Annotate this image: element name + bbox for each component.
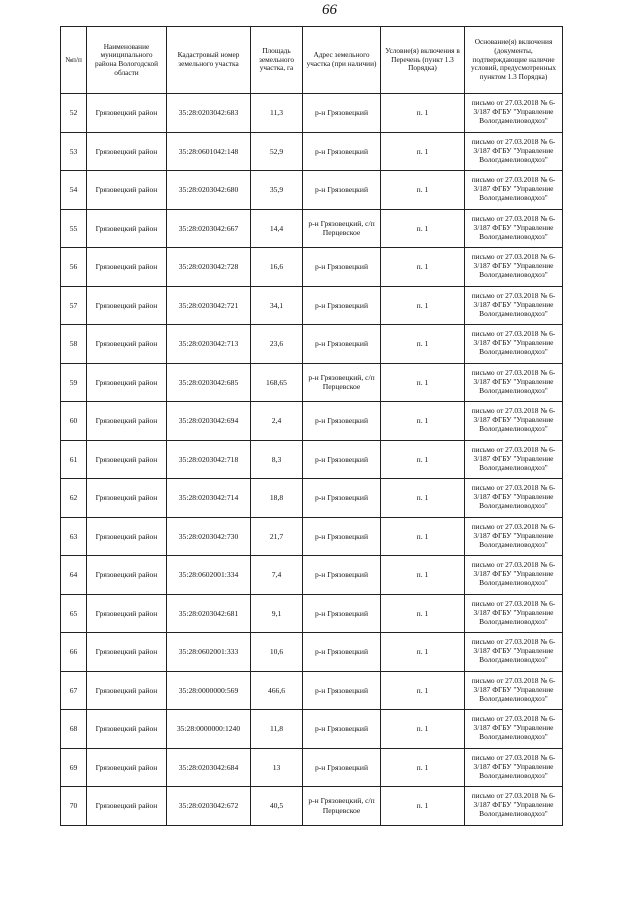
district-cell: Грязовецкий район bbox=[87, 94, 167, 133]
district-cell: Грязовецкий район bbox=[87, 556, 167, 595]
cadastral-number-cell: 35:28:0601042:148 bbox=[167, 132, 251, 171]
area-cell: 23,6 bbox=[251, 325, 303, 364]
district-cell: Грязовецкий район bbox=[87, 248, 167, 287]
cadastral-number-cell: 35:28:0203042:672 bbox=[167, 787, 251, 826]
cadastral-number-cell: 35:28:0203042:718 bbox=[167, 440, 251, 479]
table-row bbox=[61, 363, 563, 402]
area-cell: 52,9 bbox=[251, 132, 303, 171]
cadastral-number-cell: 35:28:0602001:334 bbox=[167, 556, 251, 595]
condition-cell: п. 1 bbox=[381, 440, 465, 479]
cadastral-number-cell: 35:28:0000000:1240 bbox=[167, 710, 251, 749]
district-cell: Грязовецкий район bbox=[87, 787, 167, 826]
row-number-cell: 69 bbox=[61, 748, 87, 787]
area-cell: 11,3 bbox=[251, 94, 303, 133]
cadastral-number-cell: 35:28:0203042:728 bbox=[167, 248, 251, 287]
address-cell: р-н Грязовецкий bbox=[303, 671, 381, 710]
row-number-cell: 56 bbox=[61, 248, 87, 287]
basis-cell: письмо от 27.03.2018 № 6-3/187 ФГБУ "Управление Вологдамелиоводхоз" bbox=[465, 517, 563, 556]
area-cell: 34,1 bbox=[251, 286, 303, 325]
table-row bbox=[61, 286, 563, 325]
condition-cell: п. 1 bbox=[381, 671, 465, 710]
basis-cell: письмо от 27.03.2018 № 6-3/187 ФГБУ "Управление Вологдамелиоводхоз" bbox=[465, 325, 563, 364]
condition-cell: п. 1 bbox=[381, 479, 465, 518]
row-number-cell: 61 bbox=[61, 440, 87, 479]
condition-cell: п. 1 bbox=[381, 787, 465, 826]
district-cell: Грязовецкий район bbox=[87, 325, 167, 364]
land-plot-register-table bbox=[60, 26, 563, 826]
basis-cell: письмо от 27.03.2018 № 6-3/187 ФГБУ "Управление Вологдамелиоводхоз" bbox=[465, 94, 563, 133]
table-row bbox=[61, 594, 563, 633]
area-cell: 40,5 bbox=[251, 787, 303, 826]
table-row bbox=[61, 710, 563, 749]
basis-cell: письмо от 27.03.2018 № 6-3/187 ФГБУ "Управление Вологдамелиоводхоз" bbox=[465, 633, 563, 672]
address-cell: р-н Грязовецкий bbox=[303, 248, 381, 287]
address-cell: р-н Грязовецкий bbox=[303, 594, 381, 633]
area-cell: 35,9 bbox=[251, 171, 303, 210]
district-cell: Грязовецкий район bbox=[87, 748, 167, 787]
address-cell: р-н Грязовецкий bbox=[303, 325, 381, 364]
condition-cell: п. 1 bbox=[381, 286, 465, 325]
address-cell: р-н Грязовецкий bbox=[303, 402, 381, 441]
basis-cell: письмо от 27.03.2018 № 6-3/187 ФГБУ "Управление Вологдамелиоводхоз" bbox=[465, 363, 563, 402]
address-cell: р-н Грязовецкий, с/п Перцевское bbox=[303, 787, 381, 826]
basis-cell: письмо от 27.03.2018 № 6-3/187 ФГБУ "Управление Вологдамелиоводхоз" bbox=[465, 479, 563, 518]
table-row bbox=[61, 132, 563, 171]
basis-cell: письмо от 27.03.2018 № 6-3/187 ФГБУ "Управление Вологдамелиоводхоз" bbox=[465, 710, 563, 749]
table-row bbox=[61, 787, 563, 826]
cadastral-number-cell: 35:28:0203042:683 bbox=[167, 94, 251, 133]
condition-cell: п. 1 bbox=[381, 594, 465, 633]
cadastral-number-cell: 35:28:0602001:333 bbox=[167, 633, 251, 672]
district-cell: Грязовецкий район bbox=[87, 594, 167, 633]
basis-cell: письмо от 27.03.2018 № 6-3/187 ФГБУ "Управление Вологдамелиоводхоз" bbox=[465, 556, 563, 595]
cadastral-number-cell: 35:28:0203042:694 bbox=[167, 402, 251, 441]
table-row bbox=[61, 517, 563, 556]
district-cell: Грязовецкий район bbox=[87, 209, 167, 248]
cadastral-number-cell: 35:28:0203042:667 bbox=[167, 209, 251, 248]
district-cell: Грязовецкий район bbox=[87, 171, 167, 210]
table-row bbox=[61, 440, 563, 479]
table-row bbox=[61, 748, 563, 787]
area-cell: 2,4 bbox=[251, 402, 303, 441]
condition-cell: п. 1 bbox=[381, 94, 465, 133]
row-number-cell: 52 bbox=[61, 94, 87, 133]
row-number-cell: 62 bbox=[61, 479, 87, 518]
condition-cell: п. 1 bbox=[381, 363, 465, 402]
area-cell: 18,8 bbox=[251, 479, 303, 518]
row-number-cell: 63 bbox=[61, 517, 87, 556]
address-cell: р-н Грязовецкий bbox=[303, 633, 381, 672]
address-cell: р-н Грязовецкий bbox=[303, 171, 381, 210]
condition-cell: п. 1 bbox=[381, 248, 465, 287]
table-row bbox=[61, 325, 563, 364]
cadastral-number-cell: 35:28:0203042:730 bbox=[167, 517, 251, 556]
cadastral-number-cell: 35:28:0203042:713 bbox=[167, 325, 251, 364]
cadastral-number-cell: 35:28:0203042:681 bbox=[167, 594, 251, 633]
row-number-cell: 55 bbox=[61, 209, 87, 248]
header-address: Адрес земельного участка (при наличии) bbox=[303, 27, 381, 94]
basis-cell: письмо от 27.03.2018 № 6-3/187 ФГБУ "Управление Вологдамелиоводхоз" bbox=[465, 748, 563, 787]
cadastral-number-cell: 35:28:0203042:685 bbox=[167, 363, 251, 402]
address-cell: р-н Грязовецкий bbox=[303, 517, 381, 556]
cadastral-number-cell: 35:28:0203042:714 bbox=[167, 479, 251, 518]
header-number: №п/п bbox=[61, 27, 87, 94]
address-cell: р-н Грязовецкий bbox=[303, 748, 381, 787]
address-cell: р-н Грязовецкий, с/п Перцевское bbox=[303, 209, 381, 248]
address-cell: р-н Грязовецкий bbox=[303, 710, 381, 749]
basis-cell: письмо от 27.03.2018 № 6-3/187 ФГБУ "Управление Вологдамелиоводхоз" bbox=[465, 402, 563, 441]
district-cell: Грязовецкий район bbox=[87, 517, 167, 556]
area-cell: 7,4 bbox=[251, 556, 303, 595]
table-row bbox=[61, 671, 563, 710]
row-number-cell: 66 bbox=[61, 633, 87, 672]
row-number-cell: 65 bbox=[61, 594, 87, 633]
row-number-cell: 59 bbox=[61, 363, 87, 402]
table-row bbox=[61, 248, 563, 287]
address-cell: р-н Грязовецкий bbox=[303, 440, 381, 479]
condition-cell: п. 1 bbox=[381, 171, 465, 210]
condition-cell: п. 1 bbox=[381, 710, 465, 749]
district-cell: Грязовецкий район bbox=[87, 440, 167, 479]
address-cell: р-н Грязовецкий bbox=[303, 556, 381, 595]
row-number-cell: 64 bbox=[61, 556, 87, 595]
condition-cell: п. 1 bbox=[381, 209, 465, 248]
basis-cell: письмо от 27.03.2018 № 6-3/187 ФГБУ "Управление Вологдамелиоводхоз" bbox=[465, 209, 563, 248]
cadastral-number-cell: 35:28:0203042:680 bbox=[167, 171, 251, 210]
condition-cell: п. 1 bbox=[381, 633, 465, 672]
condition-cell: п. 1 bbox=[381, 132, 465, 171]
row-number-cell: 67 bbox=[61, 671, 87, 710]
district-cell: Грязовецкий район bbox=[87, 402, 167, 441]
area-cell: 13 bbox=[251, 748, 303, 787]
address-cell: р-н Грязовецкий bbox=[303, 286, 381, 325]
header-condition: Условие(я) включения в Перечень (пункт 1.3 Порядка) bbox=[381, 27, 465, 94]
area-cell: 9,1 bbox=[251, 594, 303, 633]
address-cell: р-н Грязовецкий bbox=[303, 132, 381, 171]
district-cell: Грязовецкий район bbox=[87, 671, 167, 710]
table-row bbox=[61, 479, 563, 518]
row-number-cell: 54 bbox=[61, 171, 87, 210]
area-cell: 11,8 bbox=[251, 710, 303, 749]
row-number-cell: 58 bbox=[61, 325, 87, 364]
cadastral-number-cell: 35:28:0203042:684 bbox=[167, 748, 251, 787]
basis-cell: письмо от 27.03.2018 № 6-3/187 ФГБУ "Управление Вологдамелиоводхоз" bbox=[465, 440, 563, 479]
district-cell: Грязовецкий район bbox=[87, 633, 167, 672]
table-row bbox=[61, 633, 563, 672]
cadastral-number-cell: 35:28:0000000:569 bbox=[167, 671, 251, 710]
area-cell: 16,6 bbox=[251, 248, 303, 287]
district-cell: Грязовецкий район bbox=[87, 286, 167, 325]
address-cell: р-н Грязовецкий bbox=[303, 479, 381, 518]
condition-cell: п. 1 bbox=[381, 402, 465, 441]
row-number-cell: 60 bbox=[61, 402, 87, 441]
condition-cell: п. 1 bbox=[381, 325, 465, 364]
basis-cell: письмо от 27.03.2018 № 6-3/187 ФГБУ "Управление Вологдамелиоводхоз" bbox=[465, 286, 563, 325]
condition-cell: п. 1 bbox=[381, 556, 465, 595]
address-cell: р-н Грязовецкий bbox=[303, 94, 381, 133]
district-cell: Грязовецкий район bbox=[87, 132, 167, 171]
area-cell: 10,6 bbox=[251, 633, 303, 672]
area-cell: 14,4 bbox=[251, 209, 303, 248]
header-basis: Основание(я) включения (документы, подтверждающие наличие условий, предусмотренных пунктом 1.3 Порядка) bbox=[465, 27, 563, 94]
basis-cell: письмо от 27.03.2018 № 6-3/187 ФГБУ "Управление Вологдамелиоводхоз" bbox=[465, 594, 563, 633]
page-number: 66 bbox=[322, 2, 337, 18]
header-cadastral-number: Кадастровый номер земельного участка bbox=[167, 27, 251, 94]
table-row bbox=[61, 94, 563, 133]
area-cell: 21,7 bbox=[251, 517, 303, 556]
table-header-row bbox=[61, 27, 563, 94]
row-number-cell: 53 bbox=[61, 132, 87, 171]
table-row bbox=[61, 556, 563, 595]
basis-cell: письмо от 27.03.2018 № 6-3/187 ФГБУ "Управление Вологдамелиоводхоз" bbox=[465, 787, 563, 826]
row-number-cell: 70 bbox=[61, 787, 87, 826]
cadastral-number-cell: 35:28:0203042:721 bbox=[167, 286, 251, 325]
address-cell: р-н Грязовецкий, с/п Перцевское bbox=[303, 363, 381, 402]
district-cell: Грязовецкий район bbox=[87, 363, 167, 402]
row-number-cell: 68 bbox=[61, 710, 87, 749]
table-row bbox=[61, 209, 563, 248]
district-cell: Грязовецкий район bbox=[87, 710, 167, 749]
row-number-cell: 57 bbox=[61, 286, 87, 325]
table-row bbox=[61, 402, 563, 441]
basis-cell: письмо от 27.03.2018 № 6-3/187 ФГБУ "Управление Вологдамелиоводхоз" bbox=[465, 171, 563, 210]
area-cell: 466,6 bbox=[251, 671, 303, 710]
basis-cell: письмо от 27.03.2018 № 6-3/187 ФГБУ "Управление Вологдамелиоводхоз" bbox=[465, 132, 563, 171]
basis-cell: письмо от 27.03.2018 № 6-3/187 ФГБУ "Управление Вологдамелиоводхоз" bbox=[465, 671, 563, 710]
area-cell: 168,65 bbox=[251, 363, 303, 402]
header-area: Площадь земельного участка, га bbox=[251, 27, 303, 94]
area-cell: 8,3 bbox=[251, 440, 303, 479]
condition-cell: п. 1 bbox=[381, 517, 465, 556]
table-row bbox=[61, 171, 563, 210]
header-district: Наименование муниципального района Вологодской области bbox=[87, 27, 167, 94]
district-cell: Грязовецкий район bbox=[87, 479, 167, 518]
condition-cell: п. 1 bbox=[381, 748, 465, 787]
basis-cell: письмо от 27.03.2018 № 6-3/187 ФГБУ "Управление Вологдамелиоводхоз" bbox=[465, 248, 563, 287]
